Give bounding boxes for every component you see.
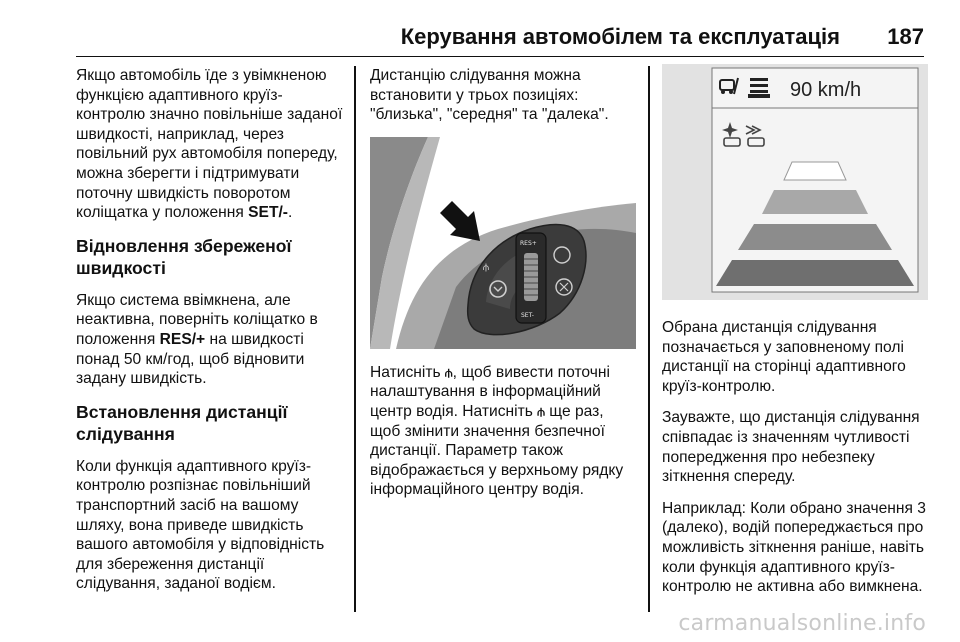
res-button-label: RES+ [520,239,537,247]
svg-text:⫛: ⫛ [483,261,489,273]
display-speed: 90 km/h [790,79,862,101]
column-middle [370,66,636,512]
steering-wheel-illustration [370,137,636,349]
heading-restore-speed: Відновлення збереженої швидкості [76,235,292,278]
res-label: RES/+ [159,330,206,348]
set-label: SET/- [248,204,288,222]
set-button-label: SET- [521,311,534,319]
page-number: 187 [887,24,924,49]
paragraph-set-distance: Коли функція адаптивного круїз-контролю розпізнає повільніший транспортний засіб на вашому шляху, вона приведе швидкість вашого автомобіля у відповідність для збереження дистанції слідування, заданої водієм. [76,457,325,593]
column-divider-1 [354,66,356,612]
column-right [662,66,928,609]
paragraph-save-speed: Якщо автомобіль їде з увімкненою функцією адаптивного круїз-контролю значно повільніше заданої швидкості, наприклад, через повільний рух автомобіля попереду, можна зберегти і підтримувати поточну швидкість поворотом коліщатка у положення SET/-. [76,67,343,222]
paragraph-distance-positions: Дистанцію слідування можна встановити у трьох позиціях: "близька", "середня" та "далека". [370,67,609,124]
distance-button-icon: ⫛ [537,404,545,419]
paragraph-restore-speed: Якщо система ввімкнена, але неактивна, поверніть коліщатко в положення RES/+ на швидкості понад 50 км/год, щоб відновити задану швидкість. [76,291,318,388]
page-header [76,0,924,57]
acc-display-illustration [662,64,928,300]
paragraph-example: Наприклад: Коли обрано значення 3 (далеко), водій попереджається про можливість зіткнення раніше, навіть коли функція адаптивного круїз-контролю не активна або вимкнена. [662,499,926,596]
paragraph-note: Зауважте, що дистанція слідування співпадає із значенням чутливості попередження про небезпеку зіткнення спереду. [662,409,920,486]
paragraph-press-button: Натисніть ⫛, щоб вивести поточні налаштування в інформаційний центр водія. Натисніть ⫛ ще раз, щоб змінити значення безпечної дистанції. Параметр також відображається у верхньому рядку інформаційного центру водія. [370,363,624,499]
heading-set-distance: Встановлення дистанції слідування [76,401,288,444]
header-title: Керування автомобілем та експлуатація [400,24,840,49]
distance-button-icon: ⫛ [444,365,453,380]
watermark: carmanualsonline.info [678,611,926,636]
column-left [76,66,344,606]
paragraph-selected-distance: Обрана дистанція слідування позначається у заповненому полі дистанції на сторінці адаптивного круїз-контролю. [662,319,906,395]
column-divider-2 [648,66,650,612]
